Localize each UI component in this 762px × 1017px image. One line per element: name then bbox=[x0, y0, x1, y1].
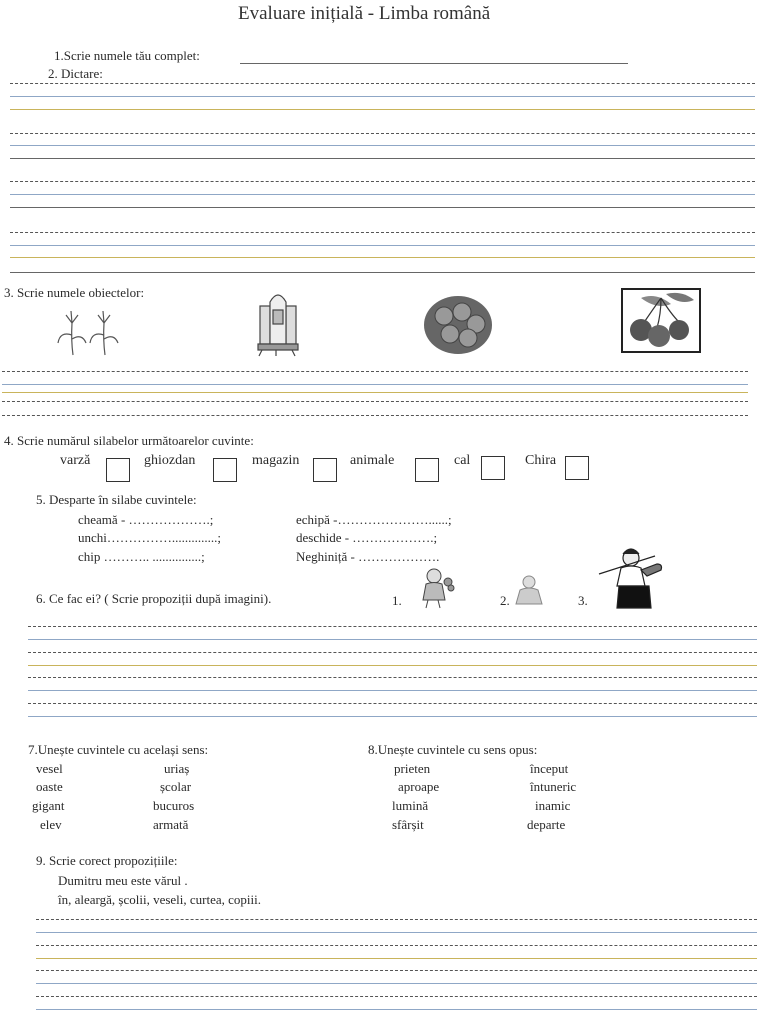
ball-icon bbox=[422, 294, 494, 356]
name-answer-line[interactable] bbox=[240, 63, 628, 64]
image-label-2: 2. bbox=[500, 593, 510, 608]
syllable-word: Chira bbox=[525, 453, 557, 468]
page-title: Evaluare inițială - Limba română bbox=[238, 3, 491, 24]
split-item[interactable]: cheamă - ……………….; bbox=[78, 512, 214, 527]
question-8: 8.Unește cuvintele cu sens opus: bbox=[368, 742, 538, 757]
flowers-icon bbox=[55, 305, 125, 357]
question-6: 6. Ce fac ei? ( Scrie propoziții după imagini). bbox=[36, 591, 272, 606]
match-word[interactable]: vesel bbox=[36, 761, 63, 776]
scrambled-sentence: în, aleargă, școlii, veseli, curtea, copiii. bbox=[58, 892, 261, 907]
match-word[interactable]: uriaș bbox=[164, 761, 190, 776]
match-word[interactable]: prieten bbox=[394, 761, 431, 776]
match-word[interactable]: gigant bbox=[32, 798, 65, 813]
split-item[interactable]: chip ……….. ...............; bbox=[78, 549, 205, 564]
match-word[interactable]: lumină bbox=[392, 798, 429, 813]
match-word[interactable]: departe bbox=[527, 817, 566, 832]
split-item[interactable]: unchi……………..............; bbox=[78, 530, 221, 545]
match-word[interactable]: sfârșit bbox=[392, 817, 424, 832]
split-item[interactable]: deschide - ……………….; bbox=[296, 530, 438, 545]
split-item[interactable]: echipă -…………………......; bbox=[296, 512, 452, 527]
match-word[interactable]: armată bbox=[153, 817, 189, 832]
scrambled-sentence: Dumitru meu este vărul . bbox=[58, 873, 188, 888]
rocket-icon bbox=[252, 288, 304, 356]
match-word[interactable]: început bbox=[530, 761, 569, 776]
match-word[interactable]: oaste bbox=[36, 779, 63, 794]
question-7: 7.Unește cuvintele cu același sens: bbox=[28, 742, 209, 757]
match-word[interactable]: bucuros bbox=[153, 798, 195, 813]
image-label-1: 1. bbox=[392, 593, 402, 608]
match-word[interactable]: aproape bbox=[398, 779, 440, 794]
syllable-word: animale bbox=[350, 453, 395, 468]
question-9: 9. Scrie corect propozițiile: bbox=[36, 853, 178, 868]
syllable-word: ghiozdan bbox=[144, 453, 196, 468]
image-label-3: 3. bbox=[578, 593, 588, 608]
question-3: 3. Scrie numele obiectelor: bbox=[4, 285, 145, 300]
match-word[interactable]: întuneric bbox=[530, 779, 577, 794]
syllable-box-cal[interactable] bbox=[481, 456, 505, 480]
child-with-flowers-icon bbox=[418, 566, 456, 610]
match-word[interactable]: elev bbox=[40, 817, 62, 832]
syllable-word: magazin bbox=[252, 453, 300, 468]
child-reading-icon bbox=[515, 574, 547, 608]
match-word[interactable]: școlar bbox=[160, 779, 192, 794]
question-1: 1.Scrie numele tău complet: bbox=[54, 48, 200, 63]
cherries-icon bbox=[621, 288, 703, 354]
match-word[interactable]: inamic bbox=[535, 798, 571, 813]
syllable-box-animale[interactable] bbox=[415, 458, 439, 482]
question-2: 2. Dictare: bbox=[48, 66, 103, 81]
violinist-icon bbox=[595, 544, 667, 610]
split-item[interactable]: Neghiniță - ………………. bbox=[296, 549, 440, 564]
syllable-box-varza[interactable] bbox=[106, 458, 130, 482]
syllable-word: cal bbox=[454, 453, 471, 468]
question-4: 4. Scrie numărul silabelor următoarelor cuvinte: bbox=[4, 433, 254, 448]
question-5: 5. Desparte în silabe cuvintele: bbox=[36, 492, 197, 507]
syllable-word: varză bbox=[60, 453, 91, 468]
syllable-box-chira[interactable] bbox=[565, 456, 589, 480]
syllable-box-ghiozdan[interactable] bbox=[213, 458, 237, 482]
syllable-box-magazin[interactable] bbox=[313, 458, 337, 482]
